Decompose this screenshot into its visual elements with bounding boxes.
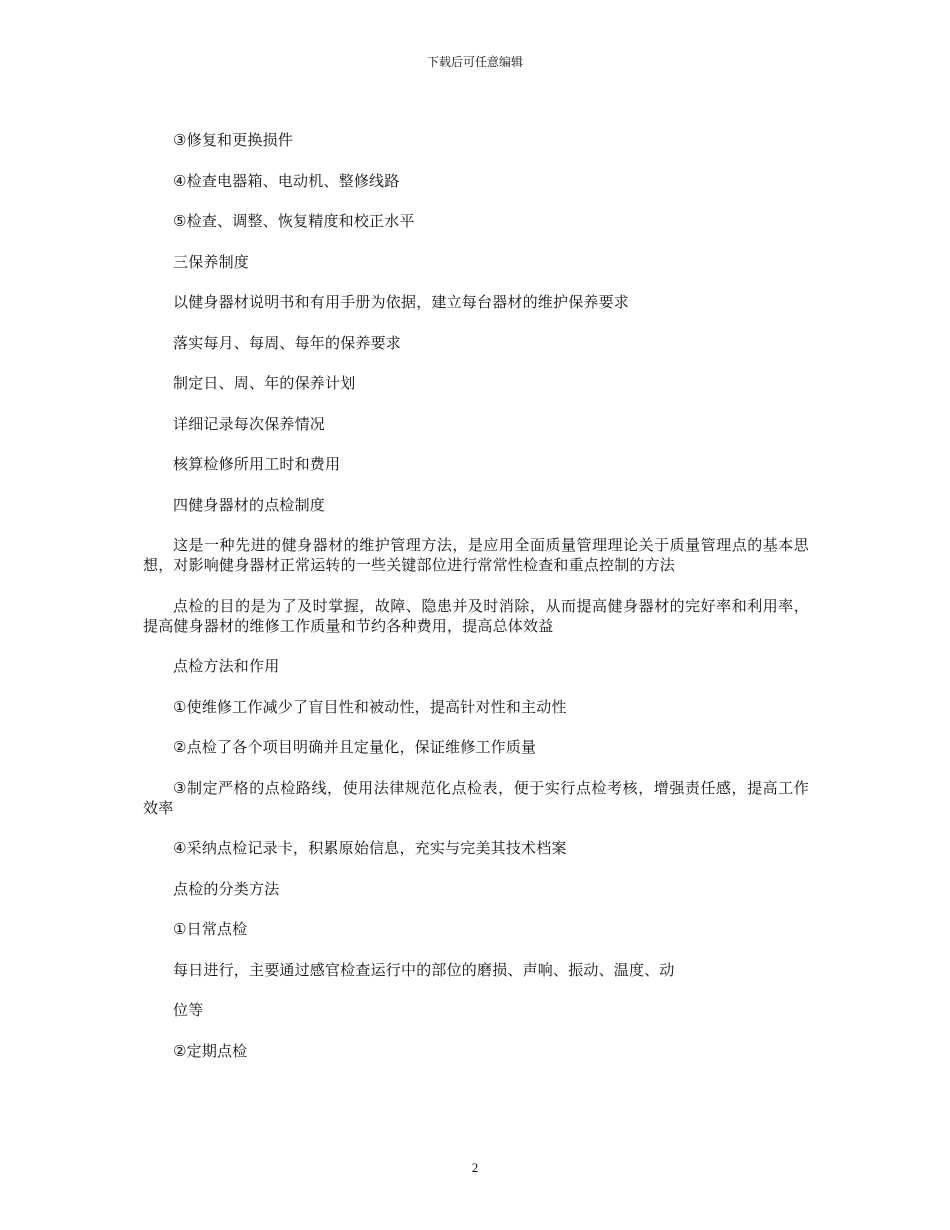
page-number: 2 [471,1160,479,1175]
paragraph: 核算检修所用工时和费用 [173,455,341,473]
paragraph: ①日常点检 [173,920,248,938]
paragraph: 位等 [173,1001,204,1019]
paragraph: 落实每月、每周、每年的保养要求 [173,333,402,352]
paragraph: 每日进行，主要通过感官检查运行中的部位的磨损、声响、振动、温度、动 [173,960,675,979]
paragraph: 制定日、周、年的保养计划 [173,374,356,392]
paragraph: ③制定严格的点检路线，使用法律规范化点检表，便于实行点检考核，增强责任感，提高工作效率 [143,778,809,817]
paragraph: 点检的分类方法 [173,879,280,898]
paragraph: 点检的目的是为了及时掌握，故障、隐患并及时消除，从而提高健身器材的完好率和利用率，提高健身器材的维修工作质量和节约各种费用，提高总体效益 [143,596,809,635]
section-heading: 四健身器材的点检制度 [173,495,326,514]
paragraph: ②点检了各个项目明确并且定量化，保证维修工作质量 [173,738,537,756]
paragraph: ④采纳点检记录卡，积累原始信息，充实与完美其技术档案 [173,839,567,857]
paragraph: 以健身器材说明书和有用手册为依据，建立每台器材的维护保养要求 [173,293,630,311]
paragraph: ③修复和更换损件 [173,131,294,149]
paragraph: ②定期点检 [173,1041,248,1060]
page-header: 下载后可任意编辑 [426,55,523,69]
paragraph: ⑤检查、调整、恢复精度和校正水平 [173,212,415,230]
document-body [143,130,809,1081]
paragraph: 这是一种先进的健身器材的维护管理方法，是应用全面质量管理理论关于质量管理点的基本思想，对影响健身器材正常运转的一些关键部位进行常常性检查和重点控制的方法 [143,536,809,574]
paragraph: ④检查电器箱、电动机、整修线路 [173,171,400,190]
paragraph: 点检方法和作用 [173,657,280,675]
section-heading: 三保养制度 [173,252,250,271]
paragraph: 详细记录每次保养情况 [173,414,326,433]
paragraph: ①使维修工作减少了盲目性和被动性，提高针对性和主动性 [173,697,567,716]
